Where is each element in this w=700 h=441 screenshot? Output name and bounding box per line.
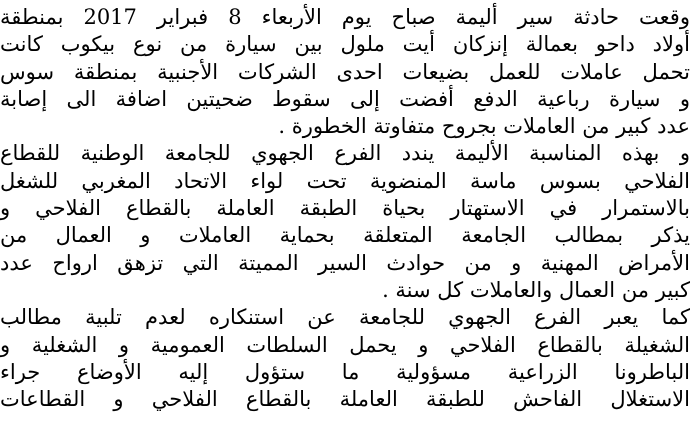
text-line: الباطرونا الزراعية مسؤولية ما ستؤول إليه الأوضاع جراء [0, 359, 690, 384]
paragraph-accident-report [0, 4, 690, 140]
article-text [0, 4, 690, 413]
text-line: بالاستمرار في الاستهتار بحياة الطبقة العاملة بالقطاع الفلاحي و [0, 196, 690, 221]
text-line: تحمل عاملات للعمل بضيعات احدى الشركات الأجنبية بمنطقة سوس [0, 59, 690, 84]
text-line: الشغيلة بالقطاع الفلاحي و يحمل السلطات العمومية و الشغلية و [0, 332, 690, 357]
text-line: أولاد داحو بعمالة إنزكان أيت ملول بين سيارة من نوع بيكوب كانت [0, 32, 690, 57]
text-line: الأمراض المهنية و من حوادث السير المميتة التي تزهق ارواح عدد [0, 250, 690, 275]
paragraph-denunciation [0, 304, 690, 413]
text-line: عدد كبير من العاملات بجروح متفاوتة الخطورة . [278, 114, 690, 139]
text-line: يذكر بمطالب الجامعة المتعلقة بحماية العاملات و العمال من [0, 223, 690, 248]
text-line: كما يعبر الفرع الجهوي للجامعة عن استنكاره لعدم تلبية مطالب [0, 305, 690, 330]
paragraph-condemnation [0, 140, 690, 304]
text-line: الاستغلال الفاحش للطبقة العاملة بالقطاع الفلاحي و القطاعات [0, 387, 690, 412]
text-line: الفلاحي بسوس ماسة المنضوية تحت لواء الاتحاد المغربي للشغل [0, 168, 690, 193]
text-line: وقعت حادثة سير أليمة صباح يوم الأربعاء 8 فبراير 2017 بمنطقة [0, 5, 690, 29]
text-line: و بهذه المناسبة الأليمة يندد الفرع الجهوي للجامعة الوطنية للقطاع [0, 141, 690, 166]
text-line: كبير من العمال والعاملات كل سنة . [382, 277, 690, 302]
text-line: و سيارة رباعية الدفع أفضت إلى سقوط ضحيتين اضافة الى إصابة [0, 86, 690, 111]
